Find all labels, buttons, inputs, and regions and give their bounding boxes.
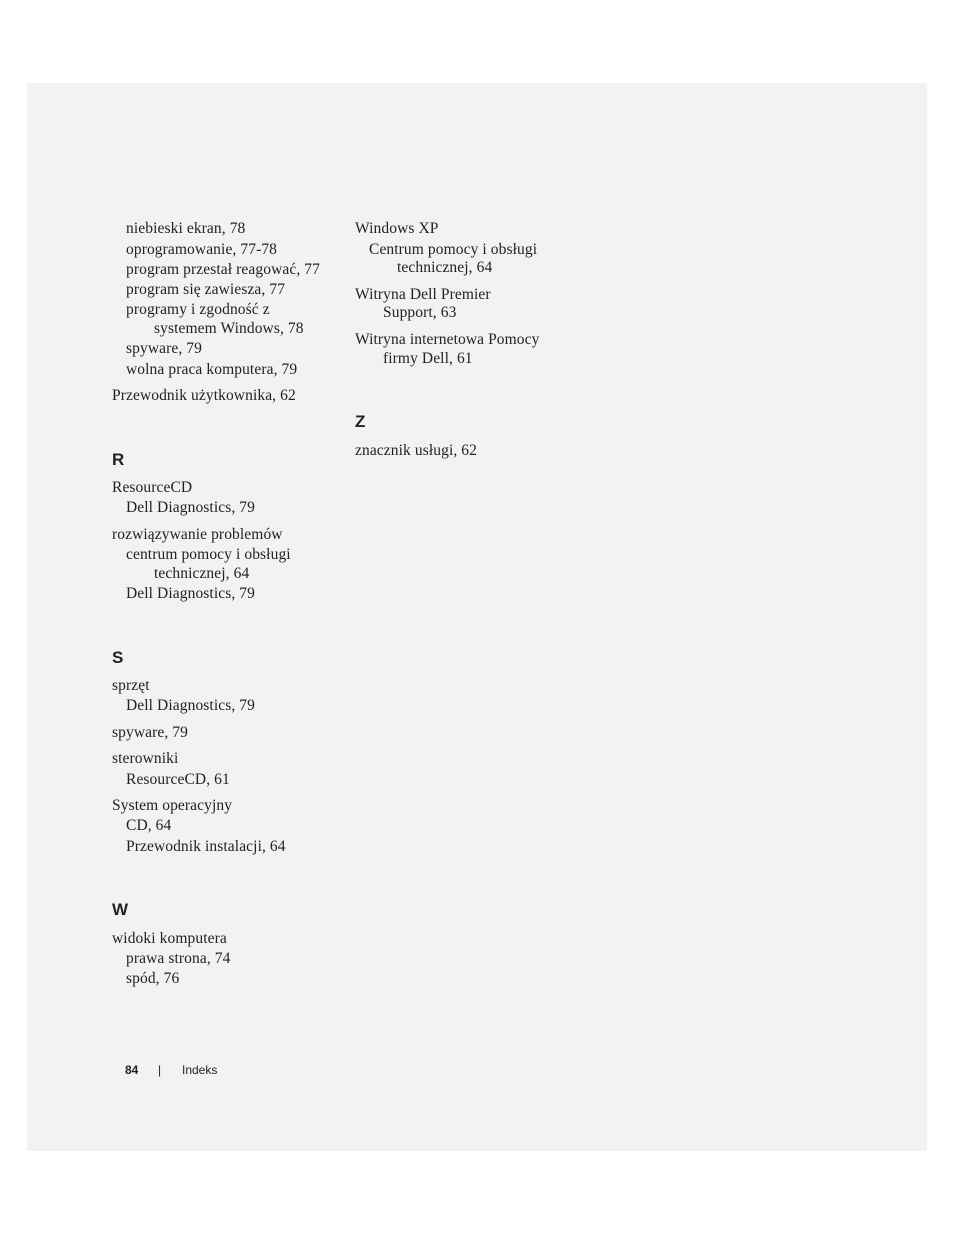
index-entry: znacznik usługi, 62 [355, 442, 477, 459]
index-entry: widoki komputera [112, 930, 227, 947]
index-entry: System operacyjny [112, 797, 233, 814]
index-entry: niebieski ekran, 78 [126, 220, 246, 237]
index-entry: sterowniki [112, 750, 179, 767]
index-page [27, 83, 927, 1151]
index-entry: ResourceCD [112, 479, 193, 496]
index-entry: programy i zgodność z [126, 301, 270, 318]
index-entry: spód, 76 [126, 970, 180, 987]
index-entry: Support, 63 [383, 304, 457, 321]
index-entry: ResourceCD, 61 [126, 771, 230, 788]
section-heading-w: W [112, 900, 129, 919]
index-entry: sprzęt [112, 677, 150, 694]
index-entry: spyware, 79 [112, 724, 188, 741]
index-entry: wolna praca komputera, 79 [126, 361, 298, 378]
index-entry: Przewodnik użytkownika, 62 [112, 387, 296, 404]
section-heading-r: R [112, 450, 125, 469]
index-entry: technicznej, 64 [397, 259, 493, 276]
section-heading-z: Z [355, 412, 366, 431]
index-entry: firmy Dell, 61 [383, 350, 473, 367]
section-heading-s: S [112, 648, 124, 667]
index-entry: centrum pomocy i obsługi [126, 546, 291, 563]
footer-section-label: Indeks [182, 1063, 218, 1077]
index-entry: technicznej, 64 [154, 565, 250, 582]
index-entry: spyware, 79 [126, 340, 202, 357]
index-entry: CD, 64 [126, 817, 172, 834]
index-entry: Centrum pomocy i obsługi [369, 241, 538, 258]
index-entry: Witryna Dell Premier [355, 286, 491, 303]
index-entry: systemem Windows, 78 [154, 320, 304, 337]
index-entry: Dell Diagnostics, 79 [126, 585, 255, 602]
page-number: 84 [125, 1063, 139, 1077]
index-entry: Windows XP [355, 220, 439, 237]
index-entry: oprogramowanie, 77-78 [126, 241, 278, 258]
index-entry: program przestał reagować, 77 [126, 261, 320, 278]
index-entry: Witryna internetowa Pomocy [355, 331, 540, 348]
index-entry: Przewodnik instalacji, 64 [126, 838, 286, 855]
index-entry: rozwiązywanie problemów [112, 526, 283, 543]
index-entry: prawa strona, 74 [126, 950, 231, 967]
footer-separator: | [158, 1063, 162, 1077]
index-entry: program się zawiesza, 77 [126, 281, 286, 298]
index-entry: Dell Diagnostics, 79 [126, 499, 255, 516]
index-entry: Dell Diagnostics, 79 [126, 697, 255, 714]
